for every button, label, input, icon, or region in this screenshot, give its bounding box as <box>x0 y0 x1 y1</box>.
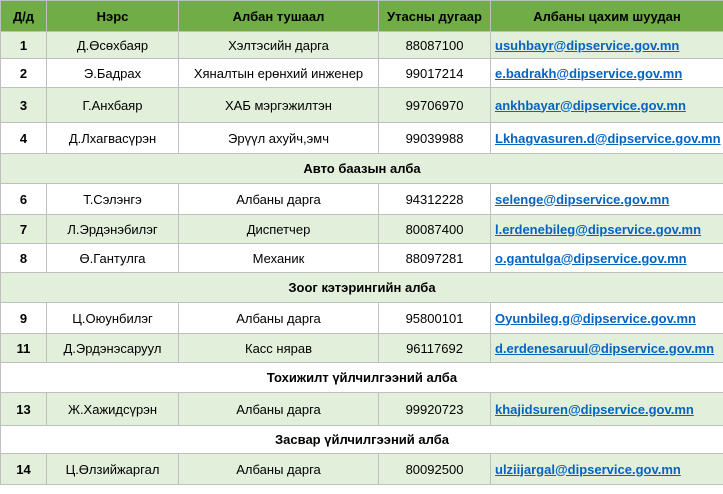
employee-name: Д.Өсөхбаяр <box>47 32 179 59</box>
email-cell <box>491 244 723 273</box>
table-row <box>1 303 723 334</box>
email-cell <box>491 215 723 244</box>
employee-name: Г.Анхбаяр <box>47 88 179 123</box>
employee-name: Т.Сэлэнгэ <box>47 184 179 215</box>
employee-position: Албаны дарга <box>179 303 379 334</box>
row-number: 2 <box>1 59 47 88</box>
table-row <box>1 32 723 59</box>
employee-position: Хяналтын ерөнхий инженер <box>179 59 379 88</box>
email-cell <box>491 32 723 59</box>
section-row <box>1 154 723 184</box>
email-cell <box>491 88 723 123</box>
table-row <box>1 454 723 485</box>
email-cell <box>491 59 723 88</box>
email-cell <box>491 393 723 426</box>
employee-phone: 95800101 <box>379 303 491 334</box>
employee-position: Эрүүл ахуйч,эмч <box>179 123 379 154</box>
email-link[interactable]: Oyunbileg.g@dipservice.gov.mn <box>495 310 696 326</box>
employee-phone: 96117692 <box>379 334 491 363</box>
row-number: 1 <box>1 32 47 59</box>
employee-phone: 94312228 <box>379 184 491 215</box>
employee-phone: 99017214 <box>379 59 491 88</box>
row-number: 11 <box>1 334 47 363</box>
section-row <box>1 363 723 393</box>
employee-position: Хэлтэсийн дарга <box>179 32 379 59</box>
row-number: 7 <box>1 215 47 244</box>
row-number: 8 <box>1 244 47 273</box>
section-row <box>1 426 723 454</box>
employee-phone: 80087400 <box>379 215 491 244</box>
table-row <box>1 184 723 215</box>
table-row <box>1 59 723 88</box>
email-link[interactable]: d.erdenesaruul@dipservice.gov.mn <box>495 340 715 356</box>
employee-position: Механик <box>179 244 379 273</box>
employee-position: Албаны дарга <box>179 184 379 215</box>
header-email: Албаны цахим шуудан <box>491 1 723 32</box>
employee-phone: 80092500 <box>379 454 491 485</box>
employee-name: Ц.Өлзийжаргал <box>47 454 179 485</box>
header-phone: Утасны дугаар <box>379 1 491 32</box>
employee-phone: 88087100 <box>379 32 491 59</box>
employee-position: ХАБ мэргэжилтэн <box>179 88 379 123</box>
employee-position: Диспетчер <box>179 215 379 244</box>
email-link[interactable]: ankhbayar@dipservice.gov.mn <box>495 97 686 113</box>
email-cell <box>491 454 723 485</box>
employee-name: Ж.Хажидсүрэн <box>47 393 179 426</box>
employee-position: Албаны дарга <box>179 393 379 426</box>
employee-name: Э.Бадрах <box>47 59 179 88</box>
email-link[interactable]: e.badrakh@dipservice.gov.mn <box>495 65 683 81</box>
table-row <box>1 215 723 244</box>
email-cell <box>491 184 723 215</box>
section-title: Засвар үйлчилгээний алба <box>1 426 723 454</box>
email-link[interactable]: ulziijargal@dipservice.gov.mn <box>495 461 681 477</box>
employee-name: Д.Эрдэнэсаруул <box>47 334 179 363</box>
section-title: Авто баазын алба <box>1 154 723 184</box>
header-name: Нэрс <box>47 1 179 32</box>
table-row <box>1 244 723 273</box>
employee-name: Ц.Оюунбилэг <box>47 303 179 334</box>
employee-phone: 99039988 <box>379 123 491 154</box>
email-cell <box>491 123 723 154</box>
email-link[interactable]: khajidsuren@dipservice.gov.mn <box>495 401 694 417</box>
section-title: Тохижилт үйлчилгээний алба <box>1 363 723 393</box>
employee-phone: 88097281 <box>379 244 491 273</box>
section-title: Зоог кэтэрингийн алба <box>1 273 723 303</box>
email-link[interactable]: l.erdenebileg@dipservice.gov.mn <box>495 221 702 237</box>
table-row <box>1 334 723 363</box>
email-link[interactable]: usuhbayr@dipservice.gov.mn <box>495 37 680 53</box>
employee-name: Д.Лхагвасүрэн <box>47 123 179 154</box>
email-cell <box>491 334 723 363</box>
table-row <box>1 393 723 426</box>
email-link[interactable]: Lkhagvasuren.d@dipservice.gov.mn <box>495 130 721 146</box>
employee-phone: 99706970 <box>379 88 491 123</box>
employee-name: Л.Эрдэнэбилэг <box>47 215 179 244</box>
header-no: Д/д <box>1 1 47 32</box>
row-number: 6 <box>1 184 47 215</box>
email-link[interactable]: o.gantulga@dipservice.gov.mn <box>495 250 687 266</box>
row-number: 3 <box>1 88 47 123</box>
row-number: 14 <box>1 454 47 485</box>
table-row <box>1 88 723 123</box>
table-row <box>1 123 723 154</box>
header-position: Албан тушаал <box>179 1 379 32</box>
employee-phone: 99920723 <box>379 393 491 426</box>
row-number: 4 <box>1 123 47 154</box>
row-number: 9 <box>1 303 47 334</box>
table-header-row <box>1 1 723 32</box>
section-row <box>1 273 723 303</box>
employee-name: Ө.Гантулга <box>47 244 179 273</box>
employee-position: Албаны дарга <box>179 454 379 485</box>
row-number: 13 <box>1 393 47 426</box>
employee-position: Касс нярав <box>179 334 379 363</box>
email-link[interactable]: selenge@dipservice.gov.mn <box>495 191 670 207</box>
email-cell <box>491 303 723 334</box>
